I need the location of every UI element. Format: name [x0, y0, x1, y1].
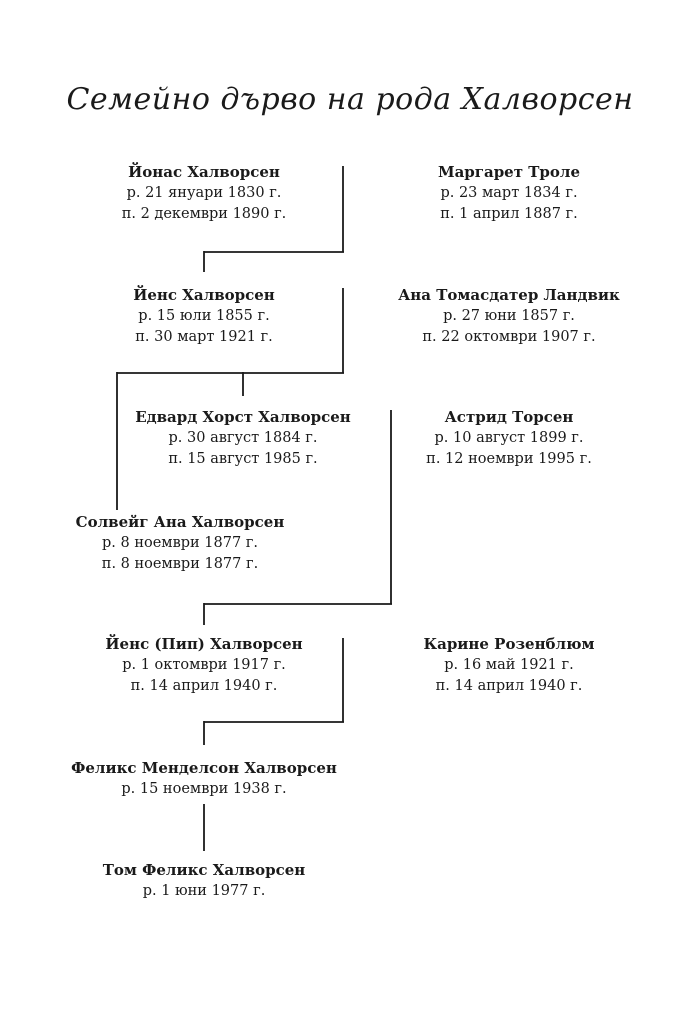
page-title: Семейно дърво на рода Халворсен [66, 82, 634, 117]
person-karine [369, 634, 649, 697]
person-name: Йонас Халворсен [128, 163, 280, 181]
person-name: Астрид Торсен [444, 408, 574, 426]
person-jonas [64, 162, 344, 225]
death-date: п. 14 април 1940 г. [435, 678, 583, 694]
death-date: п. 1 април 1887 г. [440, 206, 578, 222]
birth-date: р. 15 юли 1855 г. [138, 308, 270, 324]
death-date: п. 2 декември 1890 г. [121, 206, 287, 222]
person-name: Едвард Хорст Халворсен [135, 408, 351, 426]
birth-date: р. 23 март 1834 г. [440, 185, 578, 201]
person-name: Том Феликс Халворсен [102, 861, 306, 879]
person-tom [64, 860, 344, 902]
birth-date: р. 15 ноември 1938 г. [121, 781, 287, 797]
birth-date: р. 1 октомври 1917 г. [122, 657, 286, 673]
person-name: Маргарет Троле [437, 163, 581, 181]
person-name: Ана Томасдатер Ландвик [398, 286, 620, 304]
person-jens [64, 285, 344, 348]
birth-date: р. 8 ноември 1877 г. [101, 535, 259, 551]
person-astrid [369, 407, 649, 470]
death-date: п. 22 октомври 1907 г. [422, 329, 596, 345]
birth-date: р. 16 май 1921 г. [444, 657, 574, 673]
birth-date: р. 1 юни 1977 г. [142, 883, 266, 899]
person-pip [64, 634, 344, 697]
birth-date: р. 27 юни 1857 г. [443, 308, 575, 324]
birth-date: р. 21 януари 1830 г. [126, 185, 282, 201]
person-name: Йенс Халворсен [133, 286, 275, 304]
person-name: Йенс (Пип) Халворсен [105, 635, 303, 653]
person-name: Карине Розенблюм [423, 635, 595, 653]
person-margaret [369, 162, 649, 225]
birth-date: р. 30 август 1884 г. [168, 430, 318, 446]
death-date: п. 8 ноември 1877 г. [101, 556, 259, 572]
death-date: п. 30 март 1921 г. [135, 329, 273, 345]
death-date: п. 14 април 1940 г. [130, 678, 278, 694]
death-date: п. 15 август 1985 г. [168, 451, 318, 467]
birth-date: р. 10 август 1899 г. [434, 430, 584, 446]
person-name: Солвейг Ана Халворсен [75, 513, 285, 531]
person-edvard [103, 407, 383, 470]
person-name: Феликс Менделсон Халворсен [71, 759, 337, 777]
death-date: п. 12 ноември 1995 г. [426, 451, 592, 467]
person-ana [369, 285, 649, 348]
person-felix [64, 758, 344, 800]
person-solveig [40, 512, 320, 575]
